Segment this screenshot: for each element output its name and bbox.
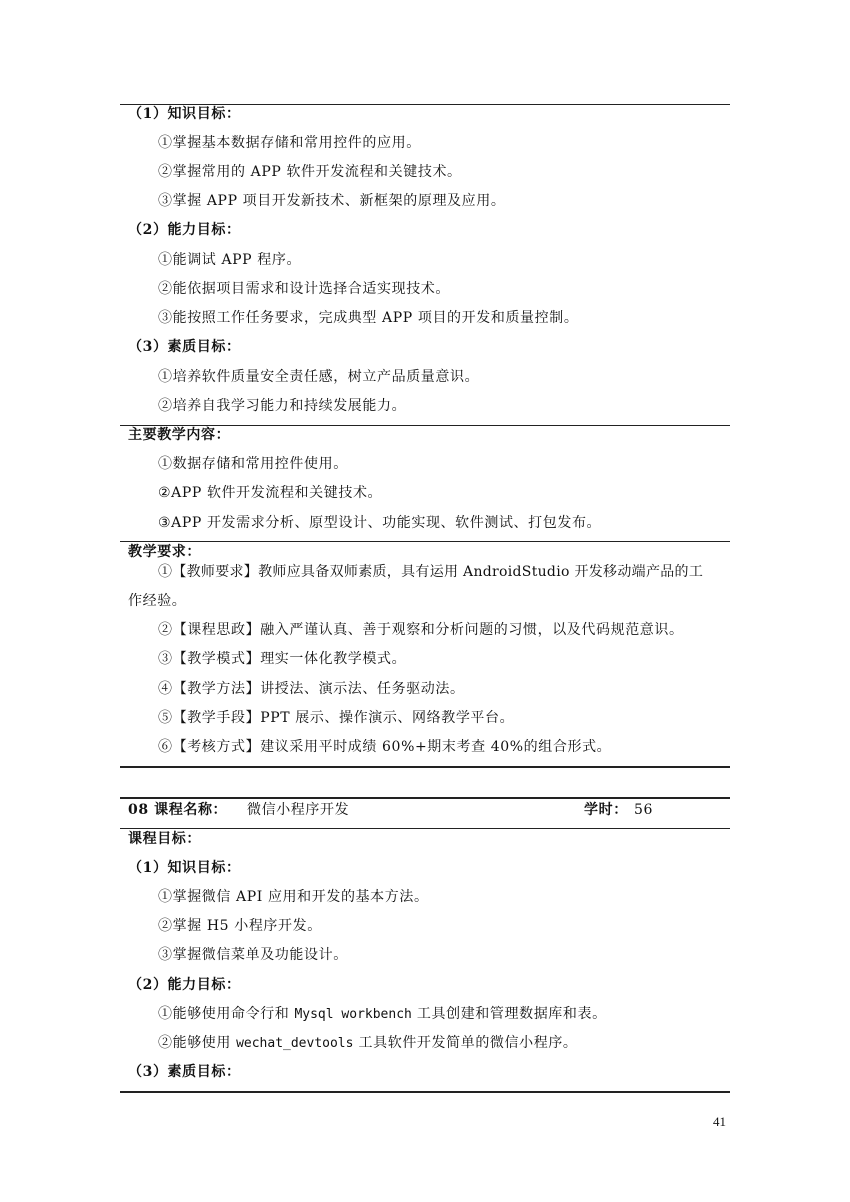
main-content-item: ③APP 开发需求分析、原型设计、功能实现、软件测试、打包发布。 <box>158 515 602 531</box>
quality-goal-heading: （3）素质目标： <box>128 1064 241 1080</box>
requirement-item: ③【教学模式】理实一体化教学模式。 <box>158 651 407 667</box>
main-content-item: ①数据存储和常用控件使用。 <box>158 456 348 472</box>
ability-goal-text: 工具创建和管理数据库和表。 <box>411 1006 607 1022</box>
page-number: 41 <box>713 1114 726 1129</box>
main-content-heading: 主要教学内容： <box>128 427 231 443</box>
ability-goal-heading: （2）能力目标： <box>128 977 241 993</box>
knowledge-goal-item: ①掌握微信 API 应用和开发的基本方法。 <box>158 889 429 905</box>
teaching-requirements-heading: 教学要求： <box>128 544 201 560</box>
ability-goal-item: ③能按照工作任务要求，完成典型 APP 项目的开发和质量控制。 <box>158 310 579 326</box>
quality-goal-item: ②培养自我学习能力和持续发展能力。 <box>158 398 407 414</box>
ability-goal-text: ②能够使用 <box>158 1035 237 1051</box>
ability-goal-item: ②能依据项目需求和设计选择合适实现技术。 <box>158 281 450 297</box>
requirement-item: ⑥【考核方式】建议采用平时成绩 60%+期末考查 40%的组合形式。 <box>158 739 612 755</box>
main-content-item: ②APP 软件开发流程和关键技术。 <box>158 485 383 501</box>
row-divider <box>120 541 730 542</box>
knowledge-goal-item: ②掌握常用的 APP 软件开发流程和关键技术。 <box>158 164 462 180</box>
course-hours-value: 56 <box>634 802 654 818</box>
ability-goal-item <box>158 1004 607 1025</box>
ability-goal-item: ①能调试 APP 程序。 <box>158 252 302 268</box>
tool-name: Mysql workbench <box>294 1007 412 1022</box>
knowledge-goal-heading: （1）知识目标： <box>128 106 241 122</box>
requirement-item: ⑤【教学手段】PPT 展示、操作演示、网络教学平台。 <box>158 710 515 726</box>
course-hours-label: 学时： <box>584 802 628 818</box>
course-objectives-heading: 课程目标： <box>128 831 201 847</box>
row-divider <box>120 828 730 829</box>
requirement-item-continued: 作经验。 <box>128 593 187 609</box>
table-bottom-border <box>120 766 730 768</box>
knowledge-goal-item: ②掌握 H5 小程序开发。 <box>158 918 322 934</box>
quality-goal-item: ①培养软件质量安全责任感，树立产品质量意识。 <box>158 369 480 385</box>
requirement-item: ①【教师要求】教师应具备双师素质，具有运用 AndroidStudio 开发移动端产品的工 <box>158 564 704 580</box>
tool-name: wechat_devtools <box>236 1036 354 1051</box>
requirement-item: ④【教学方法】讲授法、演示法、任务驱动法。 <box>158 681 465 697</box>
course-name-label: 08 课程名称： <box>128 802 228 818</box>
course-name-value: 微信小程序开发 <box>247 802 350 818</box>
ability-goal-item <box>158 1033 578 1054</box>
knowledge-goal-heading: （1）知识目标： <box>128 860 241 876</box>
table-top-border <box>120 797 730 799</box>
ability-goal-heading: （2）能力目标： <box>128 222 241 238</box>
knowledge-goal-item: ③掌握微信菜单及功能设计。 <box>158 947 348 963</box>
ability-goal-text: 工具软件开发简单的微信小程序。 <box>353 1035 578 1051</box>
requirement-item: ②【课程思政】融入严谨认真、善于观察和分析问题的习惯，以及代码规范意识。 <box>158 622 684 638</box>
ability-goal-text: ①能够使用命令行和 <box>158 1006 295 1022</box>
knowledge-goal-item: ①掌握基本数据存储和常用控件的应用。 <box>158 135 421 151</box>
table-bottom-border <box>120 1091 730 1093</box>
quality-goal-heading: （3）素质目标： <box>128 339 241 355</box>
knowledge-goal-item: ③掌握 APP 项目开发新技术、新框架的原理及应用。 <box>158 193 506 209</box>
